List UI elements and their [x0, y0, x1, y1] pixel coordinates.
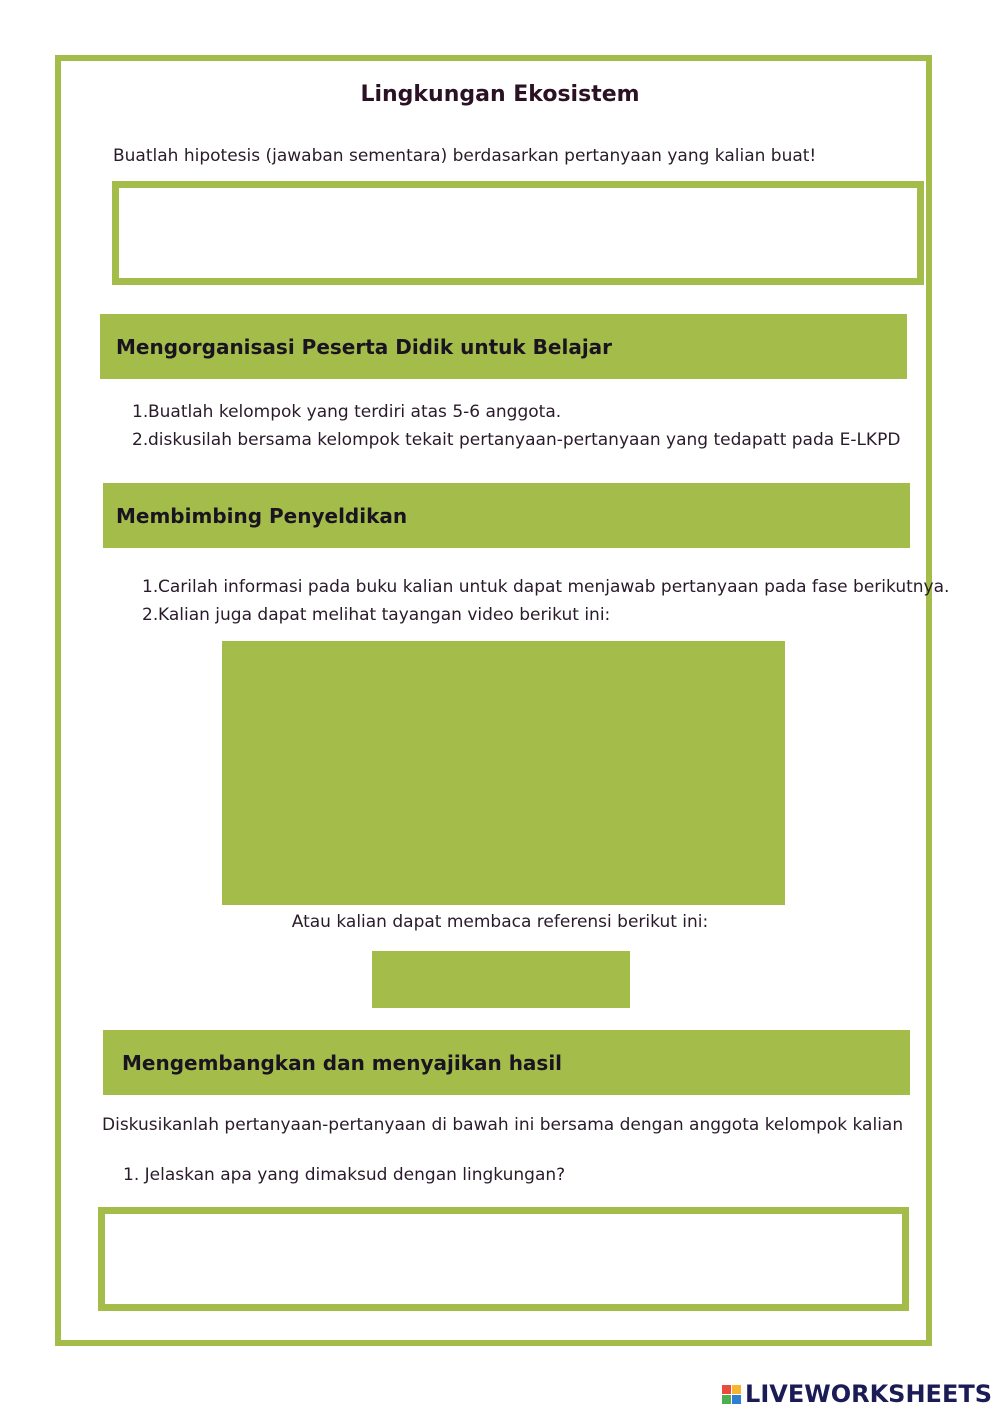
liveworksheets-logo-icon — [722, 1385, 741, 1404]
section-banner-organize — [100, 314, 907, 379]
organize-steps-list — [132, 398, 900, 454]
question-1-text: 1. Jelaskan apa yang dimaksud dengan lingkungan? — [123, 1165, 566, 1185]
section-banner-guide — [103, 483, 910, 548]
liveworksheets-footer — [722, 1380, 992, 1408]
video-embed-placeholder[interactable] — [222, 641, 785, 905]
hypothesis-prompt: Buatlah hipotesis (jawaban sementara) berdasarkan pertanyaan yang kalian buat! — [113, 146, 817, 166]
reference-link-button[interactable] — [372, 951, 630, 1008]
section-heading-organize: Mengorganisasi Peserta Didik untuk Belajar — [116, 334, 613, 359]
footer-brand-text: LIVEWORKSHEETS — [745, 1380, 992, 1408]
list-item: 1.Carilah informasi pada buku kalian untuk dapat menjawab pertanyaan pada fase berikutnya. — [142, 577, 950, 597]
hypothesis-answer-box[interactable] — [112, 181, 924, 285]
list-item: 2.Kalian juga dapat melihat tayangan video berikut ini: — [142, 605, 611, 625]
reference-text: Atau kalian dapat membaca referensi berikut ini: — [291, 912, 709, 932]
list-item: 2.diskusilah bersama kelompok tekait pertanyaan-pertanyaan yang tedapatt pada E-LKPD — [132, 430, 901, 450]
section-heading-develop: Mengembangkan dan menyajikan hasil — [122, 1050, 563, 1075]
page-title: Lingkungan Ekosistem — [360, 82, 640, 107]
section-heading-guide: Membimbing Penyeldikan — [116, 503, 408, 528]
guide-steps-list — [142, 573, 949, 629]
list-item: 1.Buatlah kelompok yang terdiri atas 5-6 anggota. — [132, 402, 562, 422]
section-banner-develop — [103, 1030, 910, 1095]
question-1-answer-box[interactable] — [98, 1207, 909, 1311]
develop-intro-text: Diskusikanlah pertanyaan-pertanyaan di bawah ini bersama dengan anggota kelompok kalian — [102, 1115, 904, 1135]
